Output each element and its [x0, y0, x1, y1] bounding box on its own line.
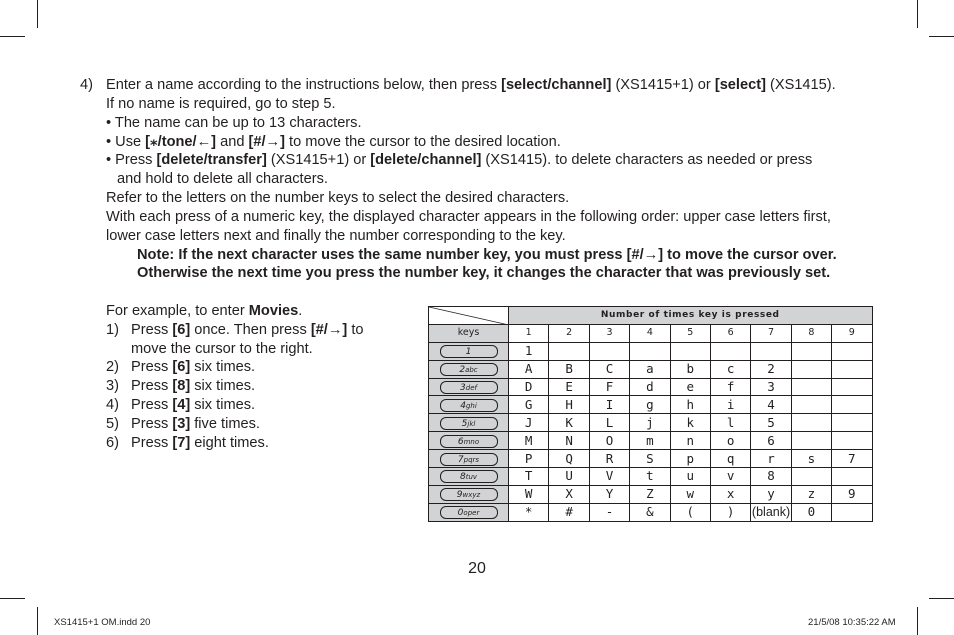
- keys-label: keys: [429, 324, 509, 342]
- keypad-key-icon: 1: [440, 345, 498, 358]
- character-cell: [710, 342, 750, 360]
- table-corner-cell: [429, 307, 509, 325]
- character-cell: N: [549, 432, 589, 450]
- key-cell: [429, 342, 509, 360]
- character-cell: #: [549, 503, 589, 521]
- column-number: 1: [509, 324, 549, 342]
- bullet-item: • Press [delete/transfer] (XS1415+1) or [delete/channel] (XS1415). to delete characters as needed or press: [106, 152, 813, 168]
- character-cell: G: [509, 396, 549, 414]
- character-cell: j: [630, 414, 670, 432]
- character-cell: b: [670, 360, 710, 378]
- date-slug: 21/5/08 10:35:22 AM: [808, 617, 896, 628]
- table-row: [429, 468, 873, 486]
- character-cell: c: [710, 360, 750, 378]
- example-step: Press [8] six times.: [131, 378, 256, 394]
- character-cell: X: [549, 485, 589, 503]
- character-cell: 3: [751, 378, 791, 396]
- example-step: Press [6] six times.: [131, 359, 256, 375]
- character-cell: [832, 378, 872, 396]
- character-cell: i: [710, 396, 750, 414]
- character-cell: [549, 342, 589, 360]
- character-cell: *: [509, 503, 549, 521]
- character-cell: 7: [832, 450, 872, 468]
- character-cell: A: [509, 360, 549, 378]
- paragraph: lower case letters next and finally the number corresponding to the key.: [106, 228, 566, 244]
- character-cell: ): [710, 503, 750, 521]
- character-cell: M: [509, 432, 549, 450]
- character-cell: 8: [751, 468, 791, 486]
- character-cell: w: [670, 485, 710, 503]
- character-cell: Q: [549, 450, 589, 468]
- key-cell: [429, 503, 509, 521]
- key-cell: [429, 485, 509, 503]
- character-cell: H: [549, 396, 589, 414]
- character-cell: 6: [751, 432, 791, 450]
- note-line: Otherwise the next time you press the number key, it changes the character that was previously set.: [137, 265, 831, 281]
- example-step-number: 5): [106, 416, 119, 432]
- column-number: 6: [710, 324, 750, 342]
- character-cell: x: [710, 485, 750, 503]
- example-step-number: 4): [106, 397, 119, 413]
- table-row: [429, 396, 873, 414]
- character-cell: (: [670, 503, 710, 521]
- character-cell: &: [630, 503, 670, 521]
- character-cell: -: [589, 503, 629, 521]
- character-cell: E: [549, 378, 589, 396]
- character-cell: u: [670, 468, 710, 486]
- character-cell: r: [751, 450, 791, 468]
- table-row: [429, 503, 873, 521]
- character-cell: q: [710, 450, 750, 468]
- column-number: 8: [791, 324, 831, 342]
- table-row: [429, 378, 873, 396]
- character-cell: a: [630, 360, 670, 378]
- character-cell: C: [589, 360, 629, 378]
- example-step: Press [3] five times.: [131, 416, 260, 432]
- character-cell: d: [630, 378, 670, 396]
- character-cell: 1: [509, 342, 549, 360]
- character-cell: [832, 360, 872, 378]
- table-row: [429, 485, 873, 503]
- paragraph: Refer to the letters on the number keys to select the desired characters.: [106, 190, 570, 206]
- character-cell: t: [630, 468, 670, 486]
- table-row: [429, 432, 873, 450]
- table-row: [429, 450, 873, 468]
- example-step-number: 3): [106, 378, 119, 394]
- character-cell: F: [589, 378, 629, 396]
- character-cell: [791, 432, 831, 450]
- keypad-key-icon: 9wxyz: [440, 488, 498, 501]
- character-cell: 5: [751, 414, 791, 432]
- character-cell: D: [509, 378, 549, 396]
- character-cell: [630, 342, 670, 360]
- key-cell: [429, 414, 509, 432]
- character-cell: L: [589, 414, 629, 432]
- character-cell: g: [630, 396, 670, 414]
- example-step: move the cursor to the right.: [131, 341, 313, 357]
- paragraph: With each press of a numeric key, the displayed character appears in the following order: upper case letters first,: [106, 209, 831, 225]
- character-cell: U: [549, 468, 589, 486]
- keypad-key-icon: 7pqrs: [440, 453, 498, 466]
- column-number: 5: [670, 324, 710, 342]
- step-number: 4): [80, 77, 93, 93]
- example-step: Press [6] once. Then press [#/→] to: [131, 322, 364, 338]
- example-step-number: 2): [106, 359, 119, 375]
- note-line: Note: If the next character uses the same number key, you must press [#/→] to move the cursor over.: [137, 247, 837, 263]
- bullet-continuation: and hold to delete all characters.: [117, 171, 328, 187]
- character-cell: [791, 468, 831, 486]
- character-cell: o: [710, 432, 750, 450]
- example-step-number: 6): [106, 435, 119, 451]
- character-cell: n: [670, 432, 710, 450]
- character-cell: s: [791, 450, 831, 468]
- column-number: 9: [832, 324, 872, 342]
- character-cell: R: [589, 450, 629, 468]
- character-cell: l: [710, 414, 750, 432]
- key-cell: [429, 450, 509, 468]
- character-cell: P: [509, 450, 549, 468]
- character-cell: [751, 342, 791, 360]
- character-cell: S: [630, 450, 670, 468]
- character-cell: [670, 342, 710, 360]
- column-number: 7: [751, 324, 791, 342]
- character-cell: I: [589, 396, 629, 414]
- key-cell: [429, 378, 509, 396]
- character-cell: y: [751, 485, 791, 503]
- character-cell: O: [589, 432, 629, 450]
- keypad-key-icon: 8tuv: [440, 470, 498, 483]
- file-slug: XS1415+1 OM.indd 20: [54, 617, 151, 628]
- table-row: [429, 342, 873, 360]
- diagonal-divider: [429, 307, 509, 325]
- character-cell: [832, 432, 872, 450]
- column-number: 4: [630, 324, 670, 342]
- character-cell: B: [549, 360, 589, 378]
- character-cell: [791, 396, 831, 414]
- character-cell: (blank): [751, 505, 791, 520]
- character-cell: [791, 360, 831, 378]
- character-cell: [791, 342, 831, 360]
- character-cell: [832, 414, 872, 432]
- key-cell: [429, 396, 509, 414]
- bullet-item: • The name can be up to 13 characters.: [106, 115, 362, 131]
- table-row: [429, 414, 873, 432]
- character-cell: f: [710, 378, 750, 396]
- character-cell: [832, 396, 872, 414]
- character-cell: [791, 414, 831, 432]
- example-intro: For example, to enter Movies.: [106, 303, 303, 319]
- character-cell: v: [710, 468, 750, 486]
- example-step-number: 1): [106, 322, 119, 338]
- key-cell: [429, 360, 509, 378]
- character-cell: k: [670, 414, 710, 432]
- character-cell: h: [670, 396, 710, 414]
- character-cell: K: [549, 414, 589, 432]
- keypad-key-icon: 4ghi: [440, 399, 498, 412]
- character-cell: z: [791, 485, 831, 503]
- character-cell: [832, 342, 872, 360]
- example-step: Press [7] eight times.: [131, 435, 269, 451]
- character-cell: [832, 503, 872, 521]
- key-character-table: [428, 306, 873, 522]
- character-cell: W: [509, 485, 549, 503]
- instruction-line: If no name is required, go to step 5.: [106, 96, 336, 112]
- key-cell: [429, 432, 509, 450]
- column-number: 2: [549, 324, 589, 342]
- example-step: Press [4] six times.: [131, 397, 256, 413]
- keypad-key-icon: 2abc: [440, 363, 498, 376]
- keypad-key-icon: 0oper: [440, 506, 498, 519]
- character-cell: J: [509, 414, 549, 432]
- instruction-line: Enter a name according to the instructions below, then press [select/channel] (XS1415+1) or [select] (XS1415).: [106, 77, 836, 93]
- bullet-item: • Use [⁎/tone/←] and [#/→] to move the cursor to the desired location.: [106, 134, 561, 150]
- table-header: Number of times key is pressed: [509, 307, 873, 325]
- character-cell: [791, 378, 831, 396]
- character-cell: V: [589, 468, 629, 486]
- character-cell: p: [670, 450, 710, 468]
- character-cell: m: [630, 432, 670, 450]
- keypad-key-icon: 6mno: [440, 435, 498, 448]
- character-cell: e: [670, 378, 710, 396]
- character-cell: 0: [791, 503, 831, 521]
- character-cell: Z: [630, 485, 670, 503]
- keypad-key-icon: 5jkl: [440, 417, 498, 430]
- character-cell: [832, 468, 872, 486]
- column-number: 3: [589, 324, 629, 342]
- character-cell: [589, 342, 629, 360]
- page-number: 20: [468, 560, 486, 577]
- keypad-key-icon: 3def: [440, 381, 498, 394]
- character-cell: 2: [751, 360, 791, 378]
- table-row: [429, 360, 873, 378]
- character-cell: Y: [589, 485, 629, 503]
- character-cell: T: [509, 468, 549, 486]
- character-cell: 9: [832, 485, 872, 503]
- character-cell: 4: [751, 396, 791, 414]
- key-cell: [429, 468, 509, 486]
